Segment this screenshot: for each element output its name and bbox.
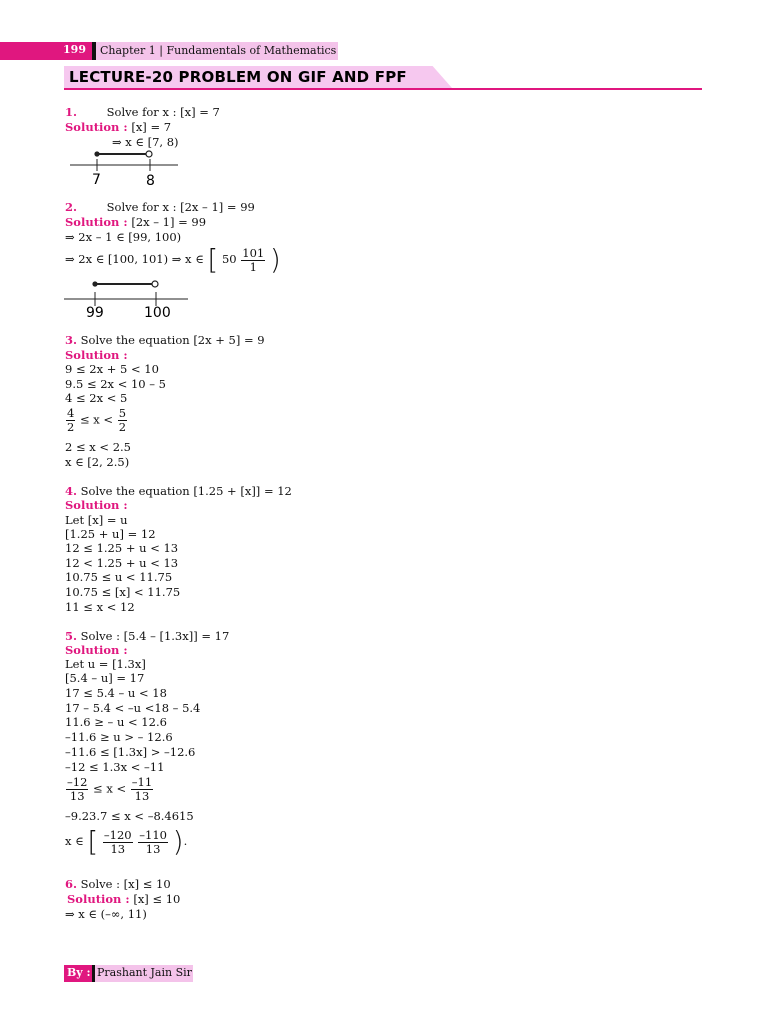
solution-label-line [65, 498, 128, 512]
solution-line-interval [65, 826, 187, 856]
problem-5 [65, 629, 229, 643]
lecture-title: LECTURE-20 PROBLEM ON GIF AND FPF [69, 68, 407, 86]
solution-line: 10.75 ≤ u < 11.75 [65, 570, 173, 584]
problem-number: 4. [65, 484, 78, 498]
nl-label: 7 [92, 172, 101, 188]
solution-line: –11.6 ≤ [1.3x] > –12.6 [65, 745, 196, 759]
solution-line: 17 ≤ 5.4 – u < 18 [65, 686, 167, 700]
fraction: $\frac{5}{2}$ [118, 406, 127, 434]
nl-label: 100 [144, 305, 171, 320]
interval-start: 50 [221, 252, 237, 266]
problem-number: 2. [65, 200, 78, 214]
solution-text: ⇒ 2x ∈ [100, 101) ⇒ x ∈ [65, 252, 204, 266]
solution-line: –11.6 ≥ u > – 12.6 [65, 730, 173, 744]
solution-line: 4 ≤ 2x < 5 [65, 391, 128, 405]
fraction: $\frac{-11}{13}$ [131, 775, 153, 803]
footer-by-box [64, 965, 92, 982]
solution-line: 12 ≤ 1.25 + u < 13 [65, 541, 179, 555]
solution-line: 10.75 ≤ [x] < 11.75 [65, 585, 181, 599]
problem-number: 3. [65, 333, 78, 347]
problem-number: 1. [65, 105, 78, 119]
footer-by-label: By : [67, 966, 91, 979]
solution-line: ⇒ 2x – 1 ∈ [99, 100) [65, 230, 182, 244]
solution-line: [1.25 + u] = 12 [65, 527, 156, 541]
solution-line: 11 ≤ x < 12 [65, 600, 135, 614]
bracket-close: ) [269, 243, 281, 276]
fraction: $\frac{-120}{13}$ [103, 827, 132, 856]
solution-line: x ∈ [2, 2.5) [65, 455, 130, 469]
nl-label: 8 [146, 173, 155, 188]
problem-question: Solve the equation [1.25 + [x]] = 12 [80, 484, 292, 498]
solution-line: Let u = [1.3x] [65, 657, 146, 671]
solution-text: . [183, 834, 188, 848]
solution-text: ≤ x < [93, 781, 127, 796]
solution-label: Solution : [65, 215, 128, 229]
solution-text: [x] ≤ 10 [133, 892, 181, 906]
chapter-title: Chapter 1 | Fundamentals of Mathematics [100, 44, 337, 57]
fraction: $\frac{101}{1}$ [242, 245, 265, 274]
problem-3 [65, 333, 265, 347]
solution-text: x ∈ [65, 834, 84, 848]
solution-text: [x] = 7 [131, 120, 172, 134]
solution-text: ≤ x < [79, 412, 114, 427]
solution-label: Solution : [65, 120, 128, 134]
solution-line [67, 892, 180, 906]
problem-1 [65, 105, 220, 119]
problem-4 [65, 484, 292, 498]
solution-line: –12 ≤ 1.3x < –11 [65, 760, 165, 774]
solution-label: Solution : [65, 643, 128, 657]
solution-line: 2 ≤ x < 2.5 [65, 440, 131, 454]
author-name: Prashant Jain Sir [97, 966, 192, 979]
solution-line [65, 244, 281, 274]
page-number: 199 [63, 43, 86, 56]
problem-question: Solve for x : [x] = 7 [106, 105, 220, 119]
solution-line [65, 215, 206, 229]
fraction: $\frac{-12}{13}$ [67, 775, 88, 803]
solution-line: 9.5 ≤ 2x < 10 – 5 [65, 377, 166, 391]
solution-line: ⇒ x ∈ (–∞, 11) [65, 907, 147, 921]
problem-2 [65, 200, 255, 214]
solution-label-line [65, 643, 128, 657]
title-rule [64, 88, 702, 90]
header-divider [92, 42, 96, 60]
problem-question: Solve : [x] ≤ 10 [80, 877, 171, 891]
solution-text: [2x – 1] = 99 [131, 215, 207, 229]
solution-line: 11.6 ≥ – u < 12.6 [65, 715, 167, 729]
bracket-open: [ [207, 243, 219, 276]
page-number-box [0, 42, 92, 60]
solution-line-fraction [65, 776, 154, 803]
solution-line: 12 < 1.25 + u < 13 [65, 556, 179, 570]
problem-question: Solve the equation [2x + 5] = 9 [80, 333, 265, 347]
fraction: $\frac{4}{2}$ [67, 406, 75, 434]
problem-number: 6. [65, 877, 78, 891]
problem-question: Solve : [5.4 – [1.3x]] = 17 [80, 629, 230, 643]
solution-label: Solution : [65, 498, 128, 512]
problem-number: 5. [65, 629, 78, 643]
solution-line: [5.4 – u] = 17 [65, 671, 145, 685]
bracket-open: [ [87, 825, 99, 858]
solution-label: Solution : [65, 348, 128, 362]
number-line-2 [62, 276, 192, 320]
solution-line: Let [x] = u [65, 513, 128, 527]
solution-label-line [65, 348, 128, 362]
nl-label: 99 [86, 305, 104, 320]
bracket-close: ) [172, 825, 184, 858]
solution-line-fraction [65, 407, 128, 434]
solution-line [65, 120, 171, 134]
solution-line: ⇒ x ∈ [7, 8) [112, 135, 179, 149]
problem-6 [65, 877, 171, 891]
solution-line: 17 – 5.4 < –u <18 – 5.4 [65, 701, 201, 715]
solution-label: Solution : [67, 892, 130, 906]
problem-question: Solve for x : [2x – 1] = 99 [106, 200, 255, 214]
solution-line: –9.23.7 ≤ x < –8.4615 [65, 809, 194, 823]
fraction: $\frac{-110}{13}$ [139, 827, 167, 856]
number-line-1 [68, 146, 180, 188]
solution-line: 9 ≤ 2x + 5 < 10 [65, 362, 159, 376]
